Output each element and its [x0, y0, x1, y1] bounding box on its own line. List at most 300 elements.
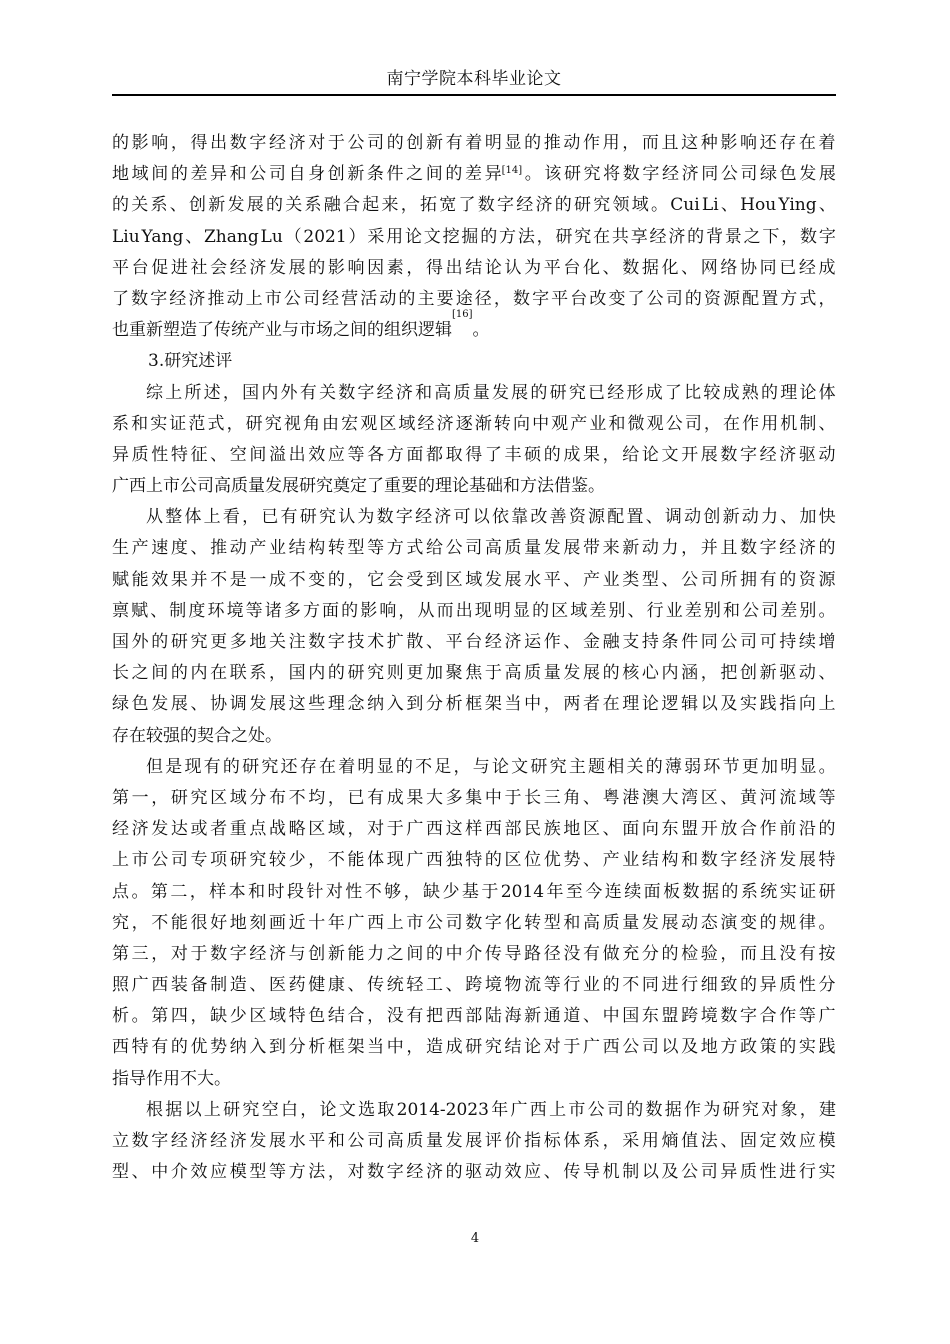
glyph: 及: [681, 1037, 699, 1058]
glyph: 经: [415, 507, 433, 528]
glyph: 广: [510, 1099, 528, 1120]
glyph: 影: [327, 257, 345, 278]
text-line: [112, 1095, 836, 1126]
glyph: 融: [602, 632, 620, 652]
glyph: 绿: [112, 694, 129, 715]
glyph: 焦: [465, 663, 483, 684]
glyph: 年: [491, 1099, 509, 1120]
glyph: 康: [327, 975, 345, 996]
glyph: 针: [306, 881, 324, 902]
glyph: 经: [269, 133, 286, 153]
glyph: 进: [170, 257, 188, 278]
glyph: 不: [364, 881, 382, 902]
glyph: 者: [210, 819, 228, 840]
glyph: 国: [622, 1006, 640, 1027]
glyph: 新: [208, 195, 226, 216]
glyph: 健: [308, 975, 326, 996]
glyph: 第: [112, 943, 129, 964]
glyph: 理: [622, 694, 640, 715]
glyph: 文: [511, 756, 529, 777]
glyph: 文: [338, 1099, 356, 1120]
glyph: 果: [406, 787, 424, 808]
glyph: 发: [799, 164, 817, 185]
glyph: 相: [607, 756, 625, 777]
glyph: 度: [170, 538, 188, 559]
glyph: 传: [484, 943, 502, 964]
glyph: 向: [641, 819, 659, 840]
glyph: 上: [386, 912, 404, 933]
glyph: 三: [543, 787, 561, 808]
glyph: 量: [543, 663, 561, 684]
glyph: 道: [563, 1006, 581, 1027]
glyph: 根: [146, 1099, 163, 1120]
glyph: 可: [759, 632, 777, 652]
glyph: 是: [165, 756, 183, 777]
line-text: 指导作用不大。: [112, 1068, 231, 1089]
glyph: 差: [464, 164, 482, 185]
glyph: 营: [341, 288, 359, 309]
glyph: 同: [701, 164, 719, 185]
glyph: 量: [622, 912, 640, 933]
glyph: 环: [207, 600, 225, 621]
text-line: [112, 378, 836, 409]
glyph: 究: [190, 632, 208, 652]
glyph: 展: [583, 663, 600, 684]
glyph: 照: [112, 975, 129, 996]
glyph: 熵: [661, 1131, 679, 1151]
glyph: 态: [700, 912, 718, 933]
glyph: 产: [131, 538, 149, 559]
glyph: 度: [188, 600, 206, 621]
glyph: 框: [327, 1037, 345, 1058]
glyph: 带: [583, 538, 600, 559]
glyph: 经: [112, 819, 129, 840]
glyph: 字: [642, 164, 660, 185]
glyph: 市: [264, 288, 282, 309]
glyph: 按: [818, 943, 836, 964]
glyph: 会: [386, 569, 404, 590]
glyph: 出: [288, 444, 306, 465]
glyph: 于: [481, 881, 499, 902]
glyph: 据: [701, 881, 719, 902]
glyph: 多: [229, 632, 247, 652]
glyph: 及: [661, 1162, 679, 1183]
glyph: 公: [445, 538, 463, 559]
glyph: 得: [426, 257, 443, 278]
glyph: 且: [759, 943, 777, 964]
glyph: 的: [170, 1037, 188, 1058]
citation-ref: [16]: [452, 309, 473, 321]
glyph: 起: [362, 195, 380, 216]
glyph: 外: [131, 632, 149, 652]
glyph: 动: [684, 507, 702, 528]
glyph: 多: [283, 600, 301, 621]
glyph: 的: [761, 382, 778, 403]
glyph: 新: [524, 1006, 542, 1027]
glyph: 型: [543, 912, 561, 933]
glyph: 数: [720, 1006, 738, 1027]
glyph: 实: [818, 1162, 836, 1183]
glyph: 式: [207, 413, 225, 434]
glyph: 公: [665, 413, 683, 434]
glyph: 导: [583, 1162, 600, 1183]
glyph: 丰: [504, 444, 522, 465]
glyph: 司: [641, 1037, 659, 1058]
glyph: 域: [269, 1006, 286, 1027]
glyph: 进: [661, 975, 679, 996]
glyph: 存: [779, 133, 797, 153]
glyph: 技: [347, 632, 365, 652]
glyph: 别: [703, 600, 721, 621]
glyph: 、: [543, 1162, 561, 1183]
glyph: 系: [583, 1131, 600, 1151]
glyph: 字: [759, 538, 777, 559]
glyph: 检: [681, 943, 699, 964]
glyph: 部: [504, 819, 522, 840]
glyph: 架: [484, 694, 502, 715]
glyph: 而: [740, 943, 757, 964]
glyph: 纳: [367, 694, 385, 715]
glyph: 西: [112, 1037, 129, 1058]
glyph: 一: [249, 569, 267, 590]
glyph: 成: [445, 1037, 463, 1058]
glyph: 固: [740, 1131, 757, 1151]
glyph: 数: [131, 1131, 149, 1151]
glyph: 于: [504, 787, 522, 808]
glyph: 评: [484, 1131, 502, 1151]
glyph: 持: [641, 632, 659, 652]
glyph: 对: [170, 943, 188, 964]
glyph: 、: [190, 538, 208, 559]
glyph: ，: [308, 850, 326, 871]
glyph: 的: [759, 912, 777, 933]
glyph: 研: [555, 226, 573, 247]
glyph: 方: [288, 1162, 306, 1183]
glyph: 域: [570, 600, 588, 621]
glyph: 给: [622, 444, 640, 465]
glyph: 验: [700, 943, 718, 964]
glyph: 续: [798, 632, 816, 652]
glyph: 药: [288, 975, 306, 996]
glyph: 的: [554, 195, 572, 216]
glyph: 异[14]: [484, 164, 523, 185]
glyph: 禀: [112, 600, 129, 621]
glyph: 展: [269, 694, 286, 715]
glyph: 应: [524, 1162, 542, 1183]
glyph: 核: [622, 663, 640, 684]
glyph: 制: [622, 1162, 640, 1183]
glyph: 演: [720, 912, 738, 933]
glyph: 据: [165, 1099, 183, 1120]
glyph: 分: [426, 694, 443, 715]
glyph: 发: [491, 382, 509, 403]
text-line: [112, 845, 836, 876]
glyph: 济: [190, 1131, 208, 1151]
glyph: 济: [779, 444, 797, 465]
glyph: 驱: [779, 663, 797, 684]
glyph: 西: [529, 1099, 547, 1120]
glyph: 发: [543, 538, 561, 559]
glyph: 溢: [269, 444, 286, 465]
glyph: 有: [445, 133, 463, 153]
glyph: 观: [360, 413, 378, 434]
glyph: 力: [367, 943, 385, 964]
glyph: 公: [249, 164, 267, 185]
glyph: 显: [504, 133, 522, 153]
glyph: 的: [151, 632, 169, 652]
glyph: Li: [701, 195, 719, 216]
glyph: 澳: [641, 787, 659, 808]
glyph: 空: [229, 444, 247, 465]
glyph: 配: [607, 507, 625, 528]
glyph: 白: [280, 1099, 298, 1120]
glyph: 题: [588, 756, 606, 777]
glyph: 展: [288, 257, 306, 278]
glyph: 地: [249, 632, 267, 652]
glyph: 明: [493, 600, 511, 621]
glyph: 关: [285, 195, 303, 216]
text-line: [112, 1064, 836, 1095]
glyph: 差: [780, 600, 798, 621]
glyph: 开: [681, 444, 699, 465]
glyph: 更: [741, 756, 759, 777]
glyph: 政: [740, 1037, 757, 1058]
glyph: 。: [818, 756, 836, 777]
glyph: 术: [367, 632, 385, 652]
glyph: 异: [759, 975, 777, 996]
glyph: 济: [436, 413, 454, 434]
glyph: 色: [779, 164, 797, 185]
glyph: 当: [367, 1037, 385, 1058]
glyph: 数: [682, 881, 700, 902]
glyph: 区: [700, 787, 718, 808]
glyph: 内: [308, 663, 326, 684]
glyph: 加: [761, 756, 778, 777]
glyph: 的: [687, 226, 705, 247]
glyph: 作: [543, 632, 561, 652]
glyph: 推: [207, 288, 225, 309]
glyph: 海: [504, 1006, 522, 1027]
glyph: 由: [322, 413, 340, 434]
text-line: [112, 284, 836, 315]
glyph: 快: [818, 507, 836, 528]
glyph: 特: [818, 850, 836, 871]
glyph: 公: [720, 164, 738, 185]
glyph: 受: [406, 569, 424, 590]
glyph: 以: [700, 694, 718, 715]
glyph: ，: [367, 1006, 385, 1027]
glyph: 产: [583, 569, 600, 590]
glyph: 速: [151, 538, 169, 559]
glyph: 角: [302, 413, 320, 434]
glyph: 业: [589, 413, 607, 434]
glyph: 以: [661, 1037, 679, 1058]
glyph: 比: [684, 382, 702, 403]
glyph: Zhang: [204, 226, 259, 247]
glyph: 字: [229, 943, 247, 964]
glyph: 源: [723, 288, 740, 309]
glyph: 论: [799, 382, 817, 403]
glyph: 、: [818, 195, 836, 216]
glyph: 地: [563, 819, 581, 840]
glyph: 少: [288, 850, 306, 871]
body-text: [112, 128, 836, 1188]
glyph: 的: [222, 756, 240, 777]
glyph: 上: [165, 382, 183, 403]
glyph: 究: [568, 382, 586, 403]
glyph: 究: [574, 226, 592, 247]
glyph: 成: [563, 444, 581, 465]
glyph: 、: [720, 787, 738, 808]
glyph: 数: [645, 1099, 663, 1120]
glyph: 经: [169, 288, 187, 309]
glyph: 境: [484, 975, 502, 996]
glyph: 中: [532, 413, 550, 434]
text-line: [112, 502, 836, 533]
glyph: 地: [229, 912, 247, 933]
text-line: [112, 159, 836, 190]
glyph: 粤: [602, 787, 620, 808]
glyph: 和: [681, 850, 699, 871]
glyph: 以: [472, 507, 490, 528]
glyph: ，: [327, 1162, 345, 1183]
glyph: 足: [434, 756, 452, 777]
glyph: 创: [740, 663, 757, 684]
glyph: 业: [602, 569, 620, 590]
glyph: 济: [434, 507, 452, 528]
glyph: 采: [367, 226, 385, 247]
glyph: 长: [524, 787, 542, 808]
glyph: 区: [249, 1006, 267, 1027]
glyph: 间: [249, 444, 267, 465]
glyph: 、: [426, 632, 443, 652]
glyph: 注: [288, 632, 306, 652]
glyph: 响: [347, 257, 365, 278]
glyph: 践: [818, 1037, 836, 1058]
glyph: 的: [626, 1099, 644, 1120]
glyph: 出: [445, 257, 463, 278]
line-text: 存在较强的契合之处。: [112, 725, 282, 746]
glyph: 研: [170, 632, 188, 652]
glyph: 台: [465, 632, 483, 652]
glyph: 市: [568, 1099, 586, 1120]
glyph: 已: [261, 507, 279, 528]
glyph: 系: [150, 195, 168, 216]
glyph: 平: [543, 257, 561, 278]
glyph: 实: [150, 413, 168, 434]
glyph: 经: [798, 257, 816, 278]
glyph: 十: [308, 912, 326, 933]
glyph: 经: [661, 164, 679, 185]
glyph: 把: [720, 663, 738, 684]
glyph: 系: [112, 413, 129, 434]
glyph: 业: [665, 600, 683, 621]
glyph: 微: [627, 413, 645, 434]
glyph: 沿: [798, 819, 816, 840]
glyph: 司: [761, 600, 779, 621]
glyph: 影: [720, 133, 738, 153]
glyph: 该: [544, 164, 562, 185]
glyph: 据: [664, 1099, 682, 1120]
glyph: 中: [386, 1037, 404, 1058]
glyph: 等: [818, 787, 836, 808]
glyph: 不: [327, 850, 345, 871]
glyph: 优: [190, 1037, 208, 1058]
text-line: [112, 1001, 836, 1032]
text-line: [112, 783, 836, 814]
glyph: 熟: [741, 382, 759, 403]
glyph: 资: [568, 507, 586, 528]
glyph: 性: [151, 444, 169, 465]
glyph: 、: [583, 850, 600, 871]
glyph: ，: [406, 1037, 424, 1058]
glyph: 、: [583, 787, 600, 808]
glyph: 司: [465, 538, 483, 559]
glyph: 西: [426, 850, 443, 871]
glyph: ，: [151, 787, 169, 808]
glyph: ，: [151, 943, 169, 964]
glyph: 的: [661, 943, 679, 964]
glyph: 配: [742, 288, 760, 309]
glyph: 经: [170, 1131, 188, 1151]
glyph: 统: [760, 881, 778, 902]
glyph: 径: [474, 288, 492, 309]
glyph: 转: [327, 538, 345, 559]
glyph: 于: [484, 663, 502, 684]
glyph: 硕: [524, 444, 542, 465]
glyph: 这: [445, 819, 463, 840]
glyph: 经: [249, 943, 267, 964]
glyph: 着: [465, 133, 483, 153]
glyph: 少: [229, 1006, 247, 1027]
glyph: 量: [472, 382, 490, 403]
glyph: 生: [112, 538, 129, 559]
glyph: 和: [608, 413, 626, 434]
glyph: 的: [327, 663, 345, 684]
glyph: 结: [641, 850, 659, 871]
glyph: 平: [112, 257, 129, 278]
glyph: 有: [583, 943, 600, 964]
glyph: （: [284, 226, 302, 247]
glyph: 应: [798, 1131, 816, 1151]
glyph: 和: [415, 382, 433, 403]
glyph: 没: [779, 943, 797, 964]
glyph: 践: [759, 694, 777, 715]
glyph: 第: [151, 1006, 169, 1027]
glyph: 已: [779, 257, 797, 278]
text-line: [112, 877, 836, 908]
glyph: 类: [622, 569, 640, 590]
glyph: 渐: [474, 413, 492, 434]
glyph: 作: [759, 819, 777, 840]
glyph: 字: [357, 382, 375, 403]
glyph: 较: [269, 850, 286, 871]
glyph: ，: [536, 226, 554, 247]
glyph: 动: [229, 538, 247, 559]
text-line: [112, 1126, 836, 1157]
glyph: 方: [720, 1037, 738, 1058]
glyph: 盟: [661, 1006, 679, 1027]
glyph: 盟: [681, 819, 699, 840]
glyph: 略: [288, 819, 306, 840]
glyph: 市: [406, 912, 424, 933]
glyph: 数: [465, 912, 483, 933]
glyph: 部: [465, 1006, 483, 1027]
glyph: 源: [588, 507, 606, 528]
glyph: ，: [347, 569, 365, 590]
glyph: 位: [524, 850, 542, 871]
glyph: 公: [681, 1162, 699, 1183]
